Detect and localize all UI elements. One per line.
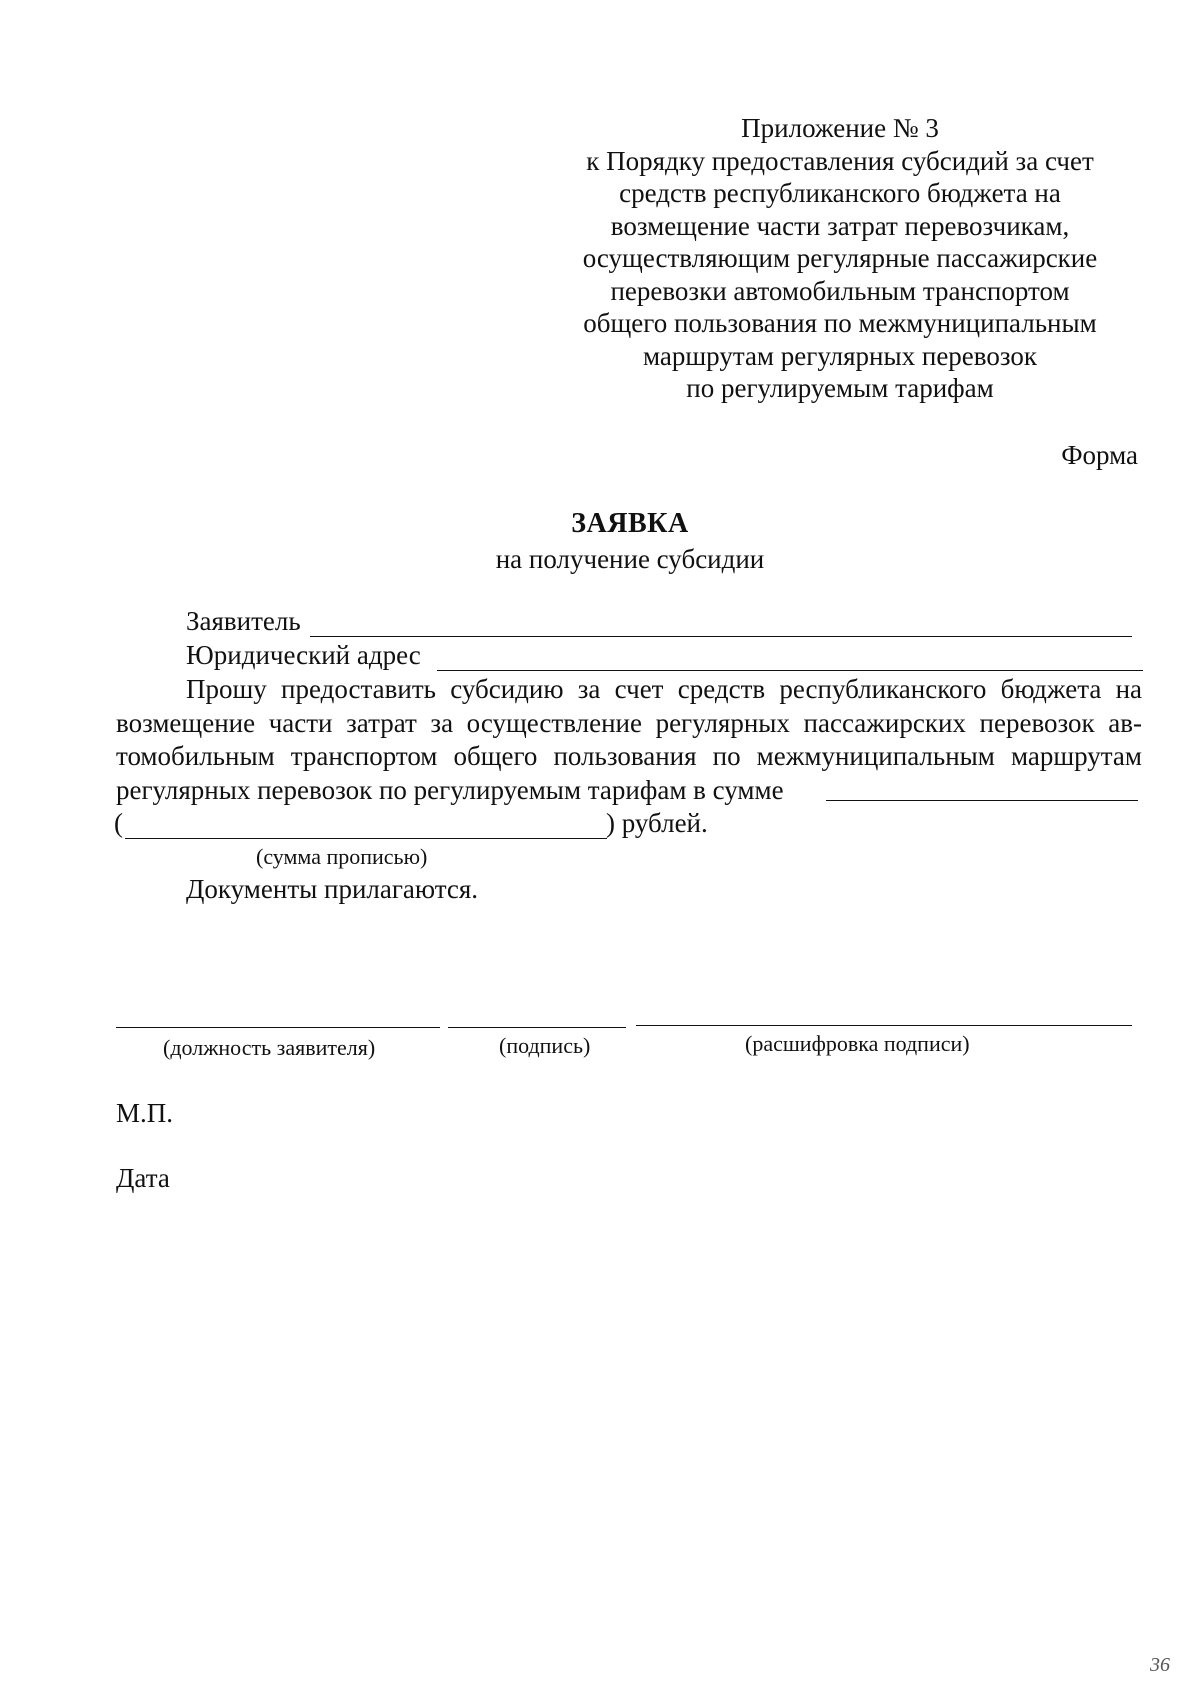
applicant-label: Заявитель [186,606,301,636]
applicant-field[interactable] [310,636,1132,637]
paragraph-line: возмещение части затрат за осуществление регулярных пассажирских перевозок ав- [116,707,1142,738]
amount-words-field[interactable] [125,838,607,839]
signature-line[interactable] [448,1027,626,1028]
open-paren: ( [114,808,123,838]
signature-caption: (подпись) [499,1033,591,1058]
appendix-line: осуществляющим регулярные пассажирские [582,243,1098,273]
amount-caption: (сумма прописью) [256,844,428,869]
paragraph-line: регулярных перевозок по регулируемым тарифам в сумме [116,774,784,805]
appendix-line: маршрутам регулярных перевозок [643,340,1037,371]
appendix-line: общего пользования по межмуниципальным [583,308,1097,338]
appendix-line: перевозки автомобильным транспортом [610,275,1070,306]
decoding-caption: (расшифровка подписи) [745,1031,970,1056]
appendix-line: по регулируемым тарифам [686,373,994,403]
documents-attached: Документы прилагаются. [186,874,479,904]
address-label: Юридический адрес [186,640,421,670]
document-title: ЗАЯВКА [571,508,689,539]
close-paren-rubles: ) рублей. [606,808,708,838]
paragraph-line: Прошу предоставить субсидию за счет средств республиканского бюджета на [186,674,1142,704]
position-caption: (должность заявителя) [163,1035,376,1060]
decoding-line[interactable] [636,1025,1132,1026]
paragraph-line: томобильным транспортом общего пользования по межмуниципальным маршрутам [116,741,1142,771]
appendix-line: возмещение части затрат перевозчикам, [610,210,1070,241]
position-line[interactable] [116,1027,440,1028]
page-number: 36 [1150,1654,1170,1676]
amount-numeric-field[interactable] [826,800,1138,801]
appendix-line: средств республиканского бюджета на [619,178,1061,208]
appendix-line: к Порядку предоставления субсидий за счет [586,145,1094,176]
form-label: Форма [1061,440,1138,470]
appendix-line: Приложение № 3 [741,113,939,143]
stamp-placeholder: М.П. [116,1098,174,1128]
date-label: Дата [116,1163,170,1193]
appendix-header [560,112,1120,405]
document-subtitle: на получение субсидии [495,544,765,574]
address-field[interactable] [437,670,1143,671]
request-paragraph [116,673,1142,807]
